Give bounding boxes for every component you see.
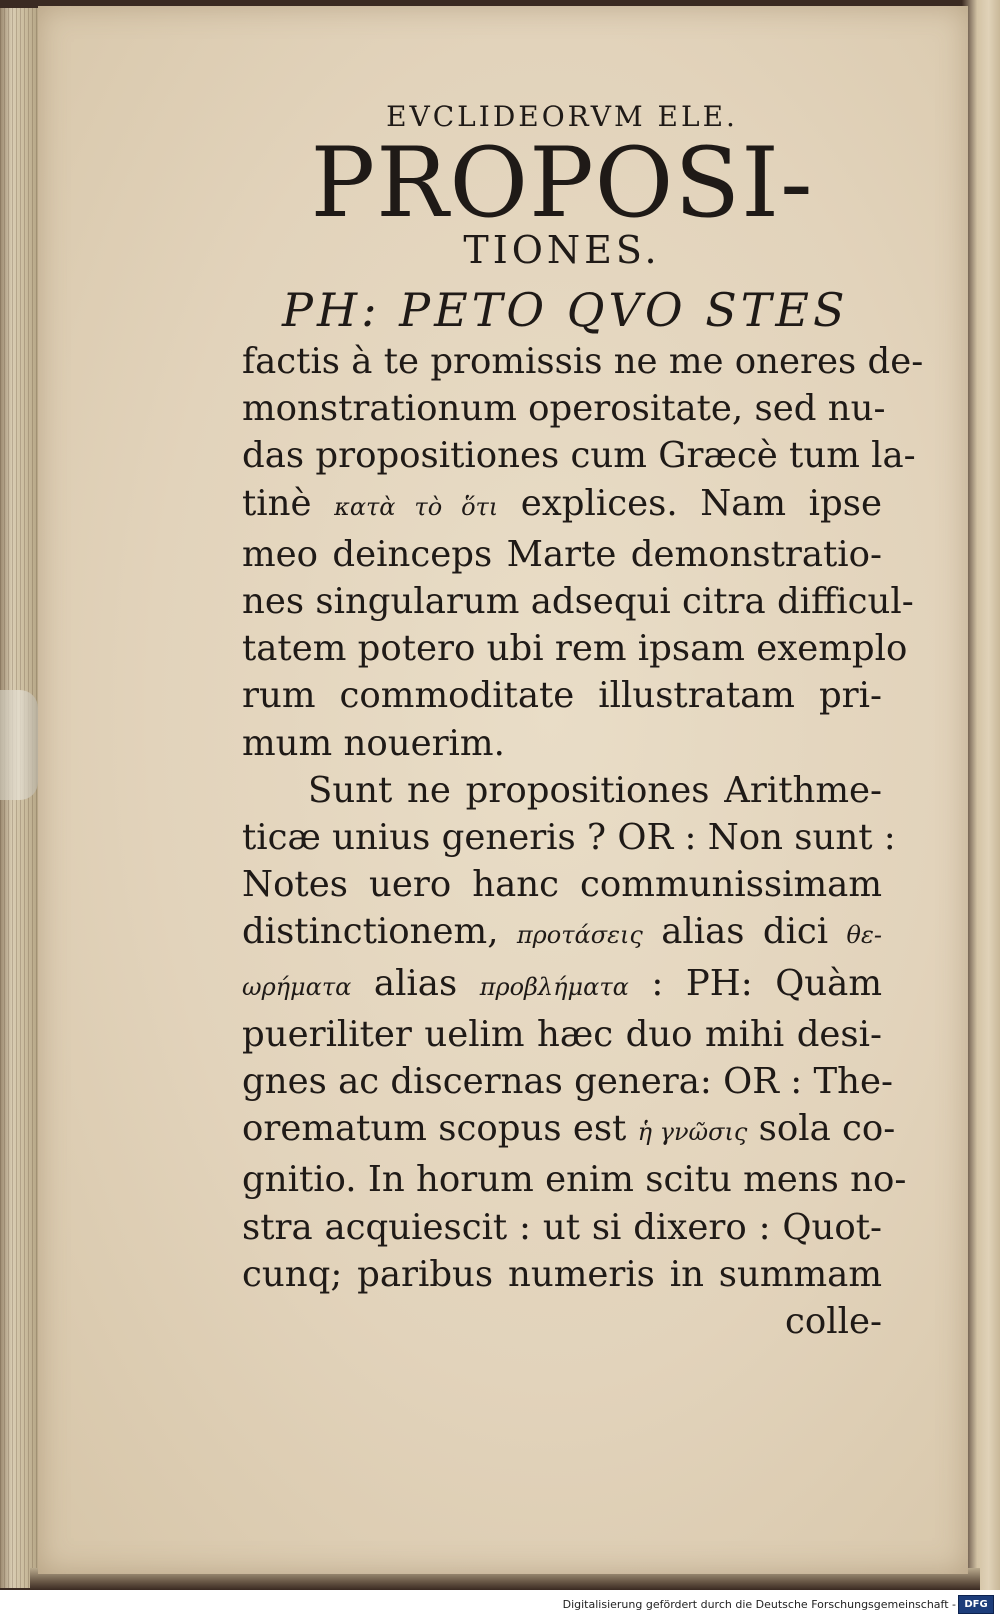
text-line: [242, 480, 882, 531]
text-line: cunq; paribus numeris in summam: [242, 1253, 882, 1295]
text-fragment: explices. Nam ipse: [520, 482, 882, 524]
text-line: meo deinceps Marte demonstratio-: [242, 533, 882, 575]
footer-bar: [0, 1590, 1000, 1619]
text-line: pueriliter uelim hæc duo mihi desi-: [242, 1013, 882, 1055]
dfg-logo-icon: DFG: [958, 1595, 994, 1614]
text-line: mum nouerim.: [242, 722, 505, 764]
text-line: gnitio. In horum enim scitu mens no-: [242, 1159, 907, 1201]
text-fragment: orematum scopus est: [242, 1108, 627, 1150]
page-text: [242, 100, 924, 1345]
text-fragment: alias dici: [661, 911, 829, 953]
text-line: tatem potero ubi rem ipsam exemplo: [242, 628, 908, 670]
text-fragment: sola co-: [758, 1108, 896, 1150]
page-subtitle: TIONES.: [463, 228, 661, 272]
text-line: Notes uero hanc communissimam: [242, 864, 882, 906]
text-line: rum commoditate illustratam pri-: [242, 675, 882, 717]
text-line: das propositiones cum Græcè tum la-: [242, 435, 916, 477]
text-line: Sunt ne propositiones Arithme-: [308, 769, 882, 811]
text-fragment: tinè: [242, 482, 312, 524]
text-line: [242, 1105, 896, 1156]
greek-phrase: κατὰ τὸ ὅτι: [334, 492, 499, 521]
text-fragment: : PH: Quàm: [651, 962, 882, 1004]
text-line: [242, 908, 882, 959]
text-line: nes singularum adsequi citra difficul-: [242, 581, 914, 623]
greek-word: θε-: [846, 921, 882, 950]
greek-word: ωρήματα: [242, 972, 352, 1001]
text-line: ticæ unius generis ? OR : Non sunt :: [242, 817, 896, 859]
text-line: gnes ac discernas genera: OR : The-: [242, 1061, 894, 1103]
text-line: factis à te promissis ne me oneres de-: [242, 341, 924, 382]
greek-word: προτάσεις: [516, 921, 643, 950]
page-title: PROPOSI-: [310, 127, 814, 239]
greek-phrase: ἡ γνῶσις: [637, 1118, 748, 1147]
text-line: monstrationum operositate, sed nu-: [242, 388, 886, 430]
funding-credit: Digitalisierung gefördert durch die Deutsche Forschungsgemeinschaft -: [562, 1598, 956, 1611]
text-line: stra acquiescit : ut si dixero : Quot-: [242, 1206, 882, 1248]
text-line: [242, 960, 882, 1011]
running-head: EVCLIDEORVM ELE.: [386, 100, 738, 133]
text-fragment: distinctionem,: [242, 911, 499, 953]
catchword: colle-: [785, 1301, 882, 1343]
book-clip: [0, 690, 38, 800]
greek-word: προβλήματα: [479, 972, 629, 1001]
text-fragment: alias: [373, 962, 458, 1004]
opening-line: PH: PETO QVO STES: [282, 283, 849, 337]
